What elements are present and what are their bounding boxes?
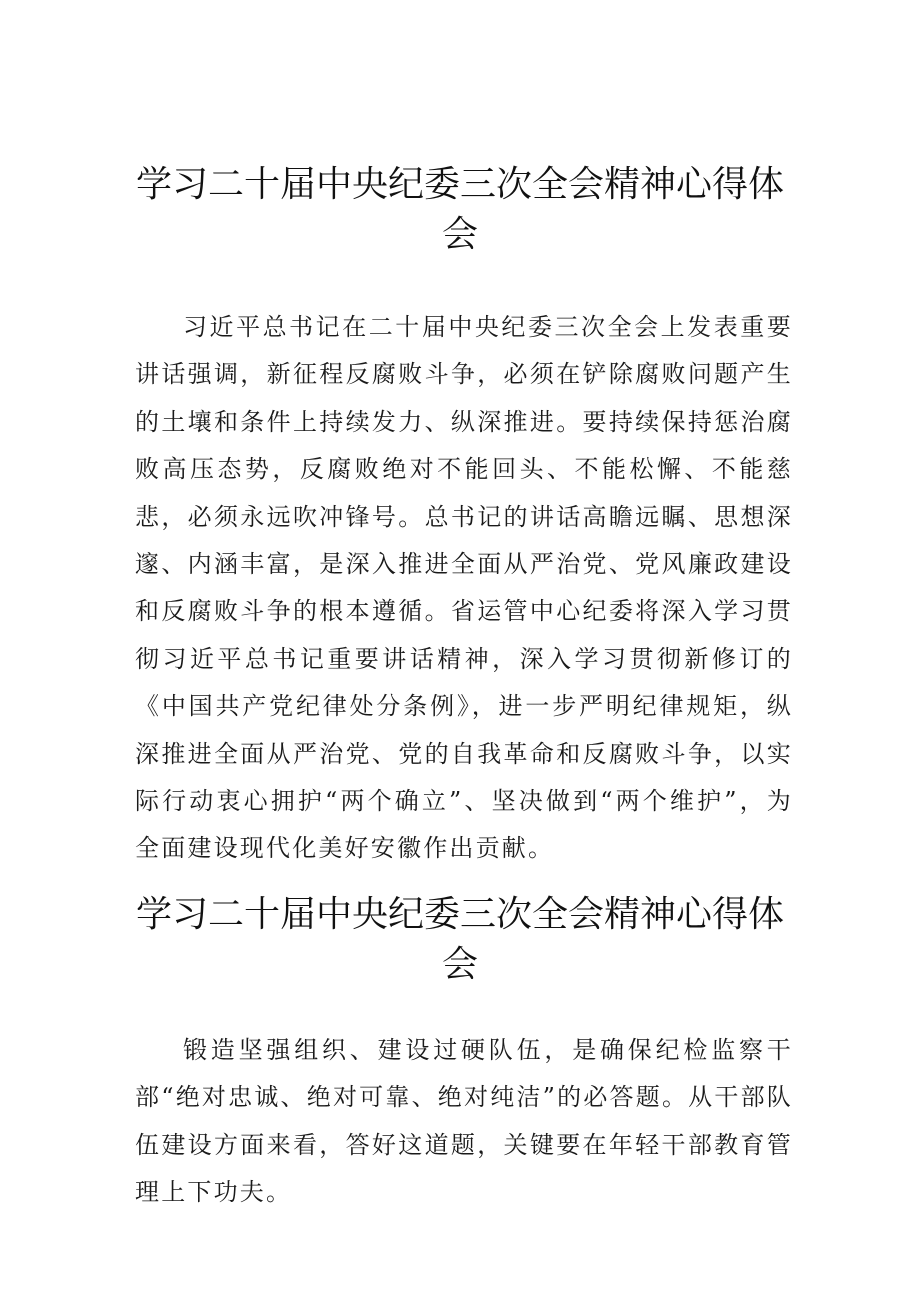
section-1-title: 学习二十届中央纪委三次全会精神心得体会 (135, 164, 784, 255)
section-2-paragraph: 锻造坚强组织、建设过硬队伍，是确保纪检监察干部“绝对忠诚、绝对可靠、绝对纯洁”的必答题。从干部队伍建设方面来看，答好这道题，关键要在年轻干部教育管理上下功夫。 (135, 1036, 793, 1207)
section-1-paragraph: 习近平总书记在二十届中央纪委三次全会上发表重要讲话强调，新征程反腐败斗争，必须在铲除腐败问题产生的土壤和条件上持续发力、纵深推进。要持续保持惩治腐败高压态势，反腐败绝对不能回头、不能松懈、不能慈悲，必须永远吹冲锋号。总书记的讲话高瞻远瞩、思想深邃、内涵丰富，是深入推进全面从严治党、党风廉政建设和反腐败斗争的根本遵循。省运管中心纪委将深入学习贯彻习近平总书记重要讲话精神，深入学习贯彻新修订的《中国共产党纪律处分条例》，进一步严明纪律规矩，纵深推进全面从严治党、党的自我革命和反腐败斗争，以实际行动衷心拥护“两个确立”、坚决做到“两个维护”，为全面建设现代化美好安徽作出贡献。 (135, 313, 793, 863)
section-2-title: 学习二十届中央纪委三次全会精神心得体会 (135, 894, 784, 985)
